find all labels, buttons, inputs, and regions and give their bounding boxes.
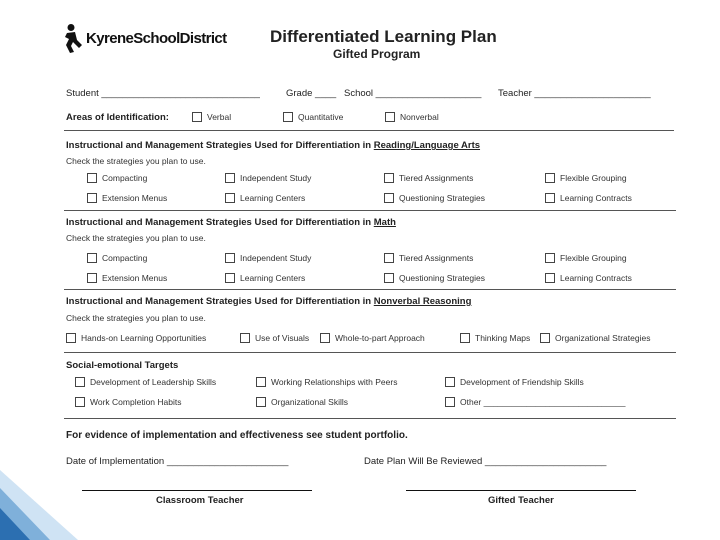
checkbox[interactable] [384, 173, 394, 183]
divider [64, 130, 674, 131]
social-option[interactable]: Working Relationships with Peers [256, 377, 397, 387]
social-option[interactable]: Work Completion Habits [75, 397, 182, 407]
math-option[interactable]: Independent Study [225, 253, 311, 263]
checkbox[interactable] [87, 193, 97, 203]
student-field[interactable]: Student ______________________________ [66, 88, 260, 99]
document-title: Differentiated Learning Plan [270, 27, 497, 46]
math-option[interactable]: Learning Contracts [545, 273, 632, 283]
checkbox[interactable] [384, 193, 394, 203]
classroom-teacher-signature-line[interactable] [82, 490, 312, 491]
nonverbal-option[interactable]: Hands-on Learning Opportunities [66, 333, 206, 343]
identification-option[interactable]: Verbal [192, 112, 231, 122]
runner-figure-icon [62, 23, 84, 53]
social-heading: Social-emotional Targets [66, 360, 179, 371]
social-option[interactable]: Development of Friendship Skills [445, 377, 584, 387]
review-date-field[interactable]: Date Plan Will Be Reviewed _______________________ [364, 456, 607, 467]
checkbox[interactable] [225, 253, 235, 263]
district-logo [62, 20, 227, 56]
checkbox[interactable] [225, 273, 235, 283]
checkbox[interactable] [256, 397, 266, 407]
reading-instruction: Check the strategies you plan to use. [66, 156, 206, 166]
divider [64, 418, 676, 419]
reading-option[interactable]: Learning Contracts [545, 193, 632, 203]
checkbox[interactable] [87, 173, 97, 183]
grade-field[interactable]: Grade ____ [286, 88, 337, 99]
social-option[interactable]: Organizational Skills [256, 397, 348, 407]
gifted-teacher-label: Gifted Teacher [488, 495, 554, 506]
reading-option[interactable]: Compacting [87, 173, 147, 183]
divider [64, 210, 676, 211]
nonverbal-instruction: Check the strategies you plan to use. [66, 313, 206, 323]
identification-label: Areas of Identification: [66, 112, 169, 123]
checkbox[interactable] [320, 333, 330, 343]
checkbox[interactable] [384, 253, 394, 263]
math-option[interactable]: Extension Menus [87, 273, 167, 283]
reading-option[interactable]: Questioning Strategies [384, 193, 485, 203]
math-option[interactable]: Tiered Assignments [384, 253, 473, 263]
checkbox[interactable] [545, 173, 555, 183]
nonverbal-option[interactable]: Whole-to-part Approach [320, 333, 425, 343]
evidence-note: For evidence of implementation and effectiveness see student portfolio. [66, 430, 408, 441]
checkbox[interactable] [445, 377, 455, 387]
implementation-date-field[interactable]: Date of Implementation _______________________ [66, 456, 289, 467]
teacher-field[interactable]: Teacher ______________________ [498, 88, 651, 99]
reading-option[interactable]: Independent Study [225, 173, 311, 183]
divider [64, 352, 676, 353]
nonverbal-option[interactable]: Use of Visuals [240, 333, 309, 343]
social-option[interactable]: Development of Leadership Skills [75, 377, 216, 387]
school-field[interactable]: School ____________________ [344, 88, 482, 99]
checkbox[interactable] [545, 273, 555, 283]
checkbox[interactable] [385, 112, 395, 122]
math-option[interactable]: Questioning Strategies [384, 273, 485, 283]
identification-option[interactable]: Quantitative [283, 112, 343, 122]
checkbox[interactable] [225, 193, 235, 203]
checkbox[interactable] [87, 273, 97, 283]
checkbox[interactable] [545, 193, 555, 203]
checkbox[interactable] [283, 112, 293, 122]
reading-heading: Instructional and Management Strategies Used for Differentiation in Reading/Language Arts [66, 140, 481, 151]
nonverbal-option[interactable]: Thinking Maps [460, 333, 530, 343]
classroom-teacher-label: Classroom Teacher [156, 495, 244, 506]
checkbox[interactable] [75, 377, 85, 387]
checkbox[interactable] [87, 253, 97, 263]
math-option[interactable]: Compacting [87, 253, 147, 263]
checkbox[interactable] [240, 333, 250, 343]
math-instruction: Check the strategies you plan to use. [66, 233, 206, 243]
math-option[interactable]: Learning Centers [225, 273, 305, 283]
reading-option[interactable]: Extension Menus [87, 193, 167, 203]
nonverbal-heading: Instructional and Management Strategies Used for Differentiation in Nonverbal Reasoning [66, 296, 472, 307]
social-option[interactable]: Other ______________________________ [445, 397, 625, 407]
checkbox[interactable] [66, 333, 76, 343]
gifted-teacher-signature-line[interactable] [406, 490, 636, 491]
checkbox[interactable] [540, 333, 550, 343]
identification-option[interactable]: Nonverbal [385, 112, 439, 122]
math-option[interactable]: Flexible Grouping [545, 253, 627, 263]
district-logo-text: KyreneSchoolDistrict [86, 29, 227, 47]
divider [64, 289, 676, 290]
checkbox[interactable] [545, 253, 555, 263]
checkbox[interactable] [384, 273, 394, 283]
math-heading: Instructional and Management Strategies Used for Differentiation in Math [66, 217, 396, 228]
checkbox[interactable] [460, 333, 470, 343]
checkbox[interactable] [225, 173, 235, 183]
reading-option[interactable]: Learning Centers [225, 193, 305, 203]
reading-option[interactable]: Flexible Grouping [545, 173, 627, 183]
nonverbal-option[interactable]: Organizational Strategies [540, 333, 650, 343]
checkbox[interactable] [256, 377, 266, 387]
checkbox[interactable] [445, 397, 455, 407]
checkbox[interactable] [192, 112, 202, 122]
reading-option[interactable]: Tiered Assignments [384, 173, 473, 183]
document-subtitle: Gifted Program [333, 47, 421, 61]
checkbox[interactable] [75, 397, 85, 407]
